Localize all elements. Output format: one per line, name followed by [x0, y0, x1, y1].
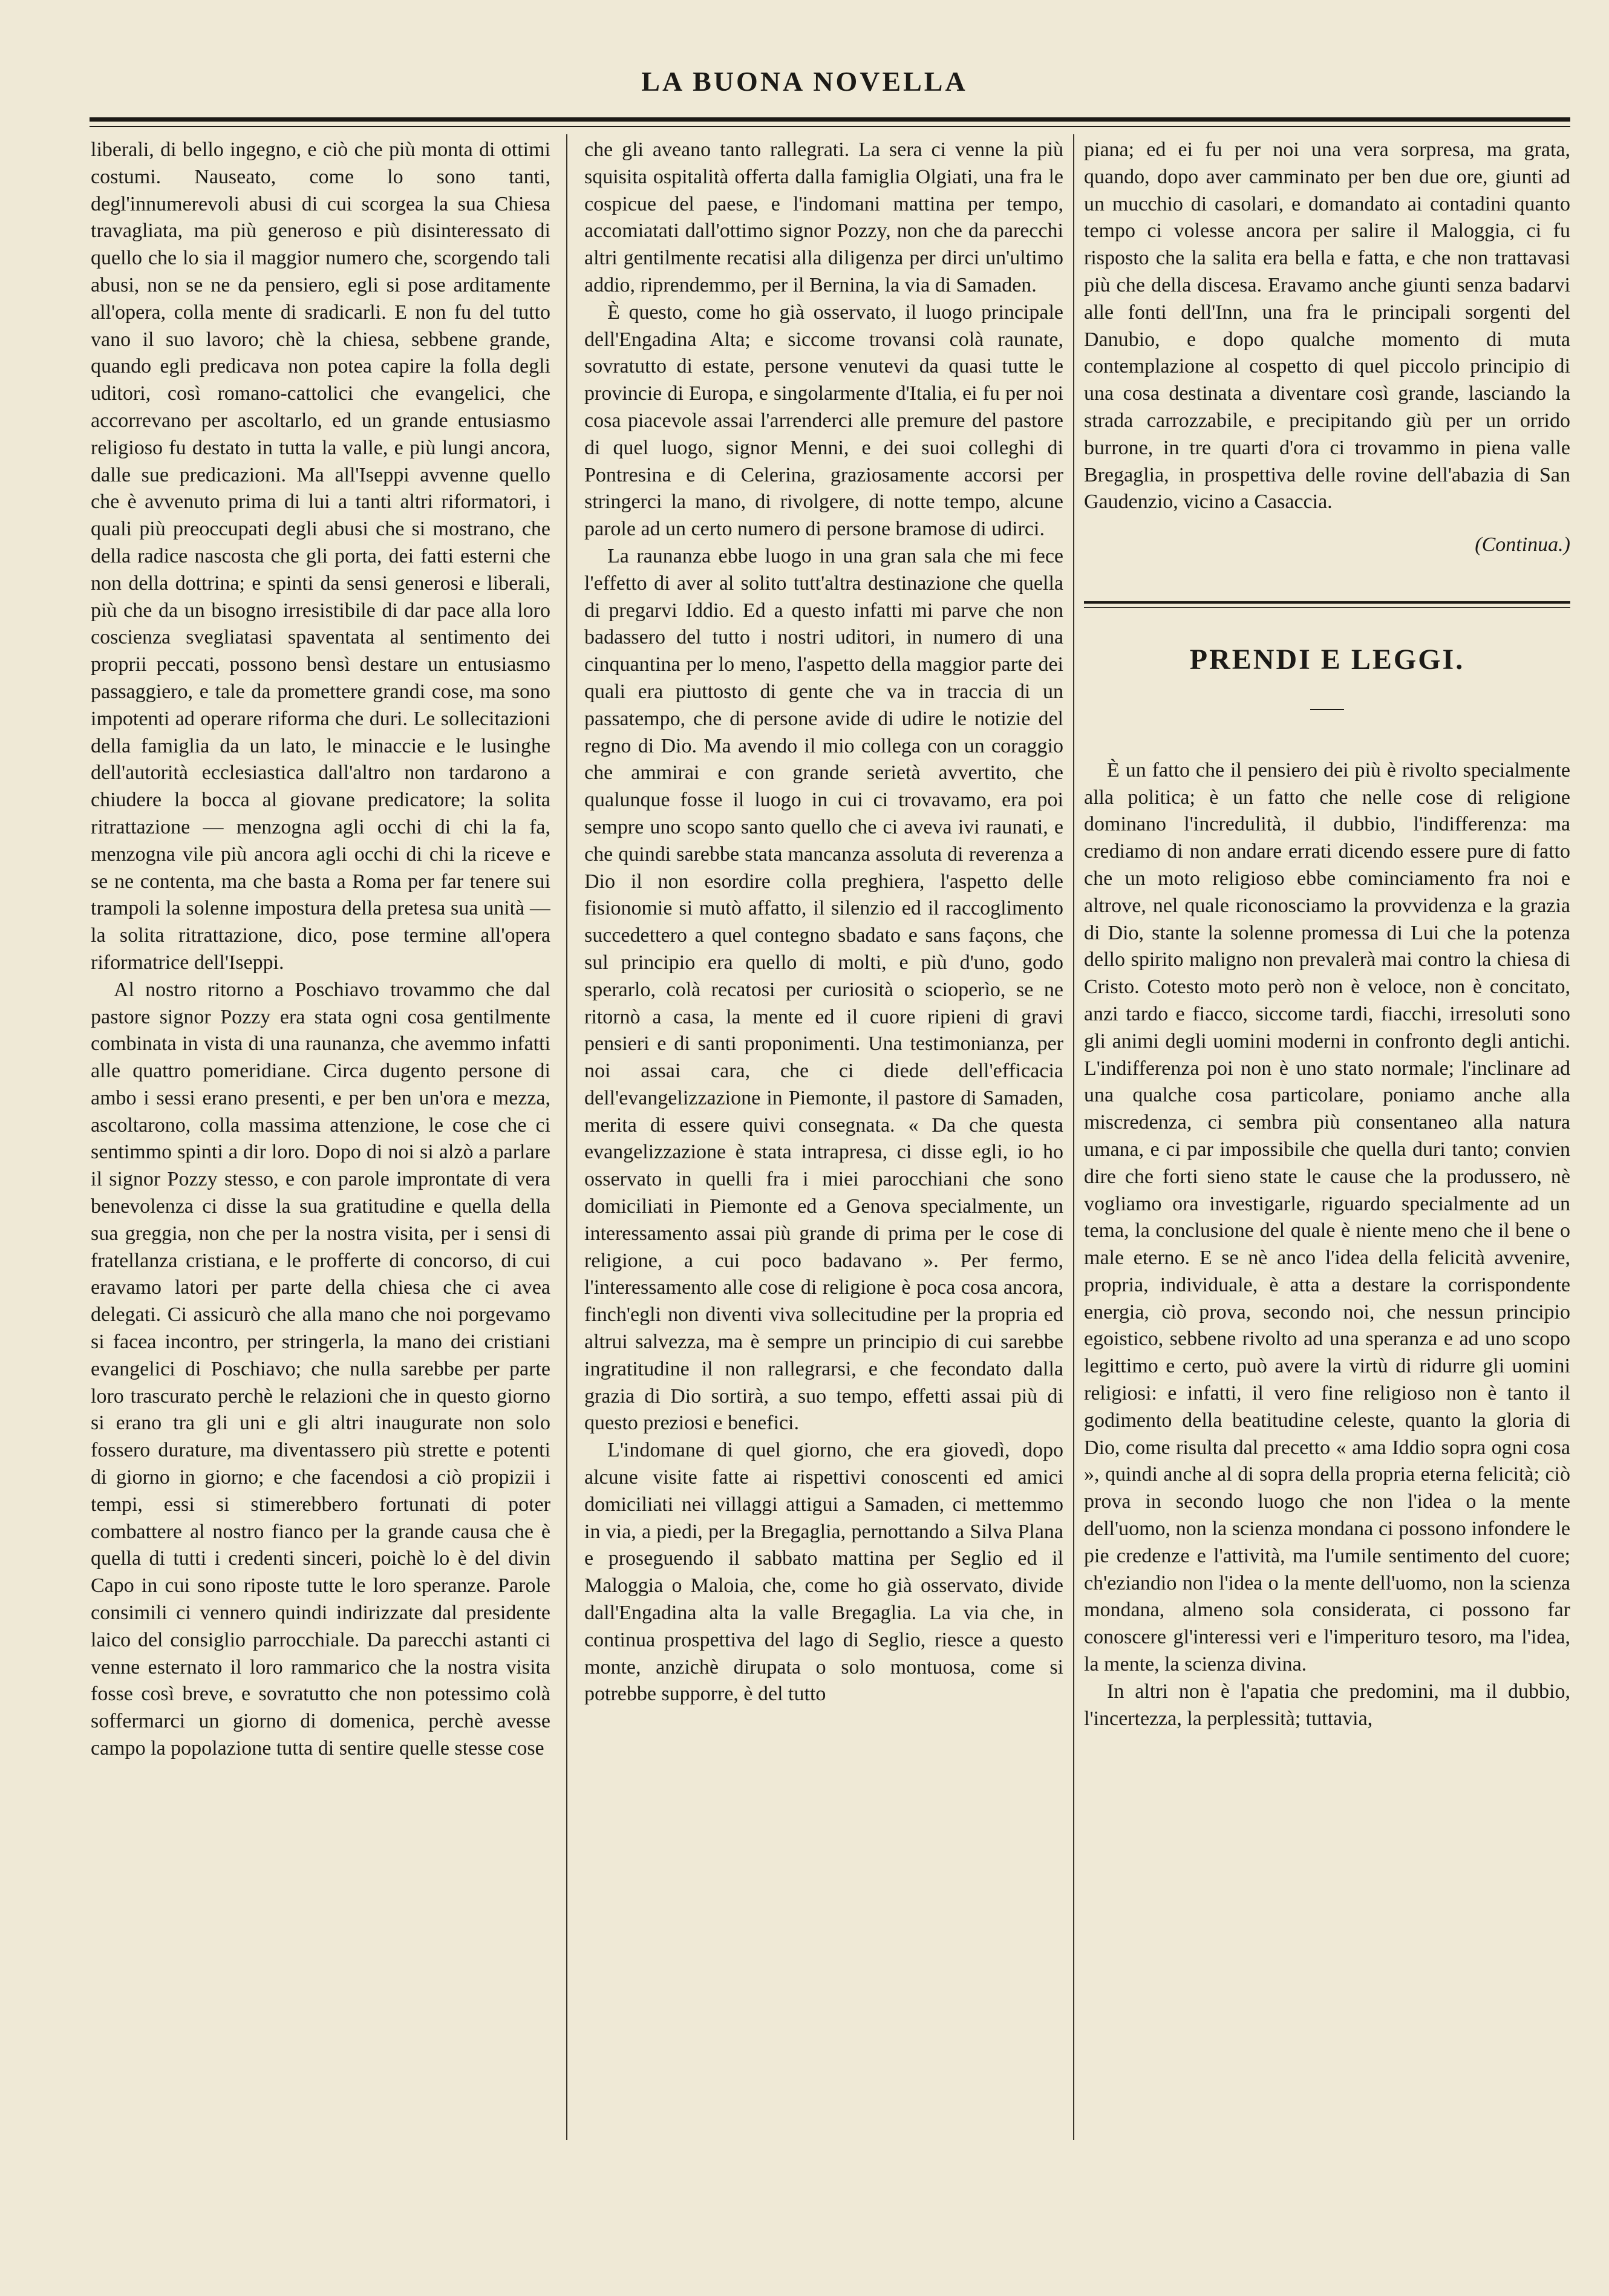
paragraph: L'indomane di quel giorno, che era giovedì, dopo alcune visite fatte ai rispettivi conoscenti ed amici domiciliati nei villaggi attigui a Samaden, ci mettemmo in via, a piedi, per la Bregaglia, pernottando a Silva Plana e proseguendo il sabbato mattina per Seglio ed il Maloggia o Maloia, che, come ho già osservato, divide dall'Engadina alta la valle Bregaglia. La via che, in continua prospettiva del lago di Seglio, riesce a questo monte, anzichè dirupata o solo montuosa, come si potrebbe supporre, è del tutto [584, 1439, 1063, 1706]
paragraph: La raunanza ebbe luogo in una gran sala che mi fece l'effetto di aver al solito tutt'altra destinazione che quella di pregarvi Iddio. Ed a questo infatti mi parve che non badassero del tutto i nostri uditori, in numero di una cinquantina per lo meno, l'aspetto della maggior parte dei quali era piuttosto di gente che va in traccia di un passatempo, che di persone avide di udire le notizie del regno di Dio. Ma avendo il mio collega con un coraggio che ammirai e con grande serietà avvertito, che qualunque fosse il luogo in cui ci trovavamo, era poi sempre uno scopo santo quello che ci aveva ivi raunati, e che quindi sarebbe stata mancanza assoluta di reverenza a Dio il non esordire colla preghiera, l'aspetto delle fisionomie si mutò affatto, il silenzio ed il raccoglimento succedettero a quel contegno sbadato e sans façons, che sul principio era quello di molti, e più d'uno, godo sperarlo, colà recatosi per curiosità o scioperìo, se ne ritornò a casa, la mente ed il cuore ripieni di gravi pensieri e di santi proponimenti. Una testimonianza, per noi assai cara, che ci diede dell'efficacia dell'evangelizzazione in Piemonte, il pastore di Samaden, merita di essere quivi consegnata. « Da che questa evangelizzazione è stata intrapresa, ci disse egli, io ho osservato in quelli fra i miei parocchiani che sono domiciliati in Piemonte ed a Genova specialmente, un interessamento assai più grande di prima per le cose di religione, a cui poco badavano ». Per fermo, l'interessamento alle cose di religione è poca cosa ancora, finch'egli non diventi viva sollecitudine per la propria ed altrui salvezza, ma è sempre un principio di cui sarebbe ingratitudine il non rallegrarsi, e che fecondato dalla grazia di Dio sortirà, a suo tempo, effetti assai più di questo preziosi e benefici. [584, 544, 1063, 1435]
section-dash [1310, 709, 1344, 710]
section-title: PRENDI E LEGGI. [1189, 643, 1465, 676]
column-3 [1084, 137, 1570, 2139]
column-1 [91, 137, 550, 2139]
paragraph: È un fatto che il pensiero dei più è rivolto specialmente alla politica; è un fatto che nelle cose di religione dominano l'incredulità, il dubbio, l'indifferenza: ma crediamo di non andare errati dicendo essere pure di fatto che un moto religioso ebbe cominciamento fra noi e altrove, nel quale riconosciamo la provvidenza e la grazia di Dio, stante la solenne promessa di Lui che la potenza dello spirito maligno non prevalerà mai contro la chiesa di Cristo. Cotesto moto però non è veloce, non è concitato, anzi tardo e fiacco, siccome tardi, fiacchi, irresoluti sono gli animi degli uomini moderni in confronto degli antichi. L'indifferenza poi non è uno stato normale; l'inclinare ad una qualche cosa particolare, poniamo anche alla miscredenza, ci sembra più consentaneo alla natura umana, e ci par impossibile che quella duri tanto; convien dire che forti sieno state le cause che la produssero, nè vogliamo ora investigarle, riguardo specialmente ad un tema, la conclusione del quale è niente meno che il bene o male eterno. E se nè anco l'idea della felicità avvenire, propria, individuale, è atta a destare la corrispondente energia, ciò prova, secondo noi, che nessun principio egoistico, sebbene rivolto ad una speranza e ad uno scopo legittimo e certo, può avere la virtù di ridurre gli uomini religiosi: e infatti, il vero fine religioso non è tanto il godimento della beatitudine celeste, quanto la gloria di Dio, come risulta dal precetto « ama Iddio sopra ogni cosa », quindi anche al di sopra della propria eterna felicità; ciò prova in secondo luogo che non l'idea o la mente dell'uomo, non la scienza mondana ci possono infondere le pie credenze e l'attività, ma l'umile sentimento del cuore; ch'eziandio non l'idea o la mente dell'uomo, non la scienza mondana, almeno sola considerata, ci possono far conoscere gl'interessi veri e l'imperituro tesoro, ma l'idea, la mente, la scienza divina. [1084, 758, 1570, 1676]
paragraph: In altri non è l'apatia che predomini, ma il dubbio, l'incertezza, la perplessità; tuttavia, [1084, 1680, 1570, 1730]
section-rule-thin [1084, 607, 1570, 608]
running-head: LA BUONA NOVELLA [641, 66, 968, 97]
paragraph: piana; ed ei fu per noi una vera sorpresa, ma grata, quando, dopo aver camminato per ben due ore, giunti ad un mucchio di casolari, e domandato ai contadini quanto tempo ci volesse ancora per salire il Maloggia, ci fu risposto che la salita era bella e fatta, e che non trattavasi più che della discesa. Eravamo anche giunti senza badarvi alle fonti dell'Inn, una fra le principali sorgenti del Danubio, e dopo qualche momento di muta contemplazione al cospetto di quel piccolo principio di una cosa destinata a diventare così grande, lasciando la strada carrozzabile, e precipitando giù per un orrido burrone, in tre quarti d'ora ci trovammo in piena valle Bregaglia, in prospettiva delle rovine dell'abazia di San Gaudenzio, vicino a Casaccia. [1084, 139, 1570, 514]
header-rule [90, 117, 1570, 122]
paragraph: Al nostro ritorno a Poschiavo trovammo che dal pastore signor Pozzy era stata ogni cosa gentilmente combinata in vista di una raunanza, che avemmo infatti alle quattro pomeridiane. Circa dugento persone di ambo i sessi erano presenti, e per ben un'ora e mezza, ascoltarono, colla massima attenzione, le cose che ci sentimmo spinti a dir loro. Dopo di noi si alzò a parlare il signor Pozzy stesso, e con parole improntate di vera benevolenza ci disse la sua gratitudine e quella della sua greggia, non che per la nostra visita, per i sensi di fratellanza cristiana, e le profferte di concorso, di cui eravamo latori per parte della chiesa che ci avea delegati. Ci assicurò che alla mano che noi porgevamo si facea incontro, per stringerla, la mano dei cristiani evangelici di Poschiavo; che nulla sarebbe per parte loro trascurato perchè le relazioni che in questo giorno si erano tra gli uni e gli altri inaugurate non solo fossero durature, ma diventassero più strette e potenti di giorno in giorno; e che facendosi a ciò propizii i tempi, essi si stimerebbero fortunati di poter combattere al nostro fianco per la grande causa che è quella di tutti i credenti sinceri, poichè lo è del divin Capo in cui sono riposte tutte le loro speranze. Parole consimili ci vennero quindi indirizzate dal presidente laico del consiglio parrocchiale. Da parecchi astanti ci venne esternato il loro rammarico che la nostra visita fosse così breve, e sovratutto che non potessimo colà soffermarci un giorno di domenica, perchè avesse campo la popolazione tutta di sentire quelle stesse cose [91, 978, 550, 1760]
column-divider [566, 134, 567, 2140]
column-2 [584, 137, 1063, 2139]
column-divider [1073, 134, 1074, 2140]
section-rule [1084, 601, 1570, 604]
continua-note: (Continua.) [1475, 533, 1570, 556]
paragraph: liberali, di bello ingegno, e ciò che più monta di ottimi costumi. Nauseato, come lo sono tanti, degl'innumerevoli abusi di cui scorgea la sua Chiesa travagliata, ma più generoso e più disinteressato di quello che lo sia il maggior numero che, scorgendo tali abusi, non se ne da pensiero, egli si pose arditamente all'opera, colla mente di sradicarli. E non fu del tutto vano il suo lavoro; chè la chiesa, sebbene grande, quando egli predicava non potea capire la folla degli uditori, così romano-cattolici che evangelici, che accorrevano per ascoltarlo, ed un grande entusiasmo religioso fu destato in tutta la valle, e più lungi ancora, dalle sue predicazioni. Ma all'Iseppi avvenne quello che è avvenuto prima di lui a tanti altri riformatori, i quali più preoccupati degli abusi che si mostrano, che della radice nascosta che gli porta, dei fatti esterni che non della dottrina; e spinti da sensi generosi e liberali, più che da un bisogno irresistibile di dar pace alla loro coscienza svegliatasi spaventata al sentimento dei proprii peccati, possono bensì destare un entusiasmo passaggiero, e tale da promettere grandi cose, ma sono impotenti ad operare riforma che duri. Le sollecitazioni della famiglia da un lato, le minaccie e le lusinghe dell'autorità ecclesiastica dall'altro non tardarono a chiudere la bocca al giovane predicatore; la solita ritrattazione — menzogna agli occhi di chi la fa, menzogna vile più ancora agli occhi di chi la riceve e se ne contenta, ma che basta a Roma per far tenere sui trampoli la solenne impostura della pretesa sua unità — la solita ritrattazione, dico, pose termine all'opera riformatrice dell'Iseppi. [91, 139, 550, 974]
paragraph: È questo, come ho già osservato, il luogo principale dell'Engadina Alta; e siccome trovansi colà raunate, sovratutto di estate, persone venutevi da quasi tutte le provincie di Europa, e singolarmente d'Italia, ei fu per noi cosa piacevole assai l'arrenderci alle premure del pastore di quel luogo, signor Menni, e dei suoi colleghi di Pontresina e di Celerina, graziosamente accorsi per stringerci la mano, di rivolgere, di notte tempo, alcune parole ad un certo numero di persone bramose di udirci. [584, 301, 1063, 541]
header-rule-thin [90, 126, 1570, 127]
paragraph: che gli aveano tanto rallegrati. La sera ci venne la più squisita ospitalità offerta dalla famiglia Olgiati, una fra le cospicue del paese, e l'indomani mattina per tempo, accomiatati dall'ottimo signor Pozzy, non che da parecchi altri gentilmente recatisi alla diligenza per dirci un'ultimo addio, riprendemmo, per il Bernina, la via di Samaden. [584, 139, 1063, 296]
